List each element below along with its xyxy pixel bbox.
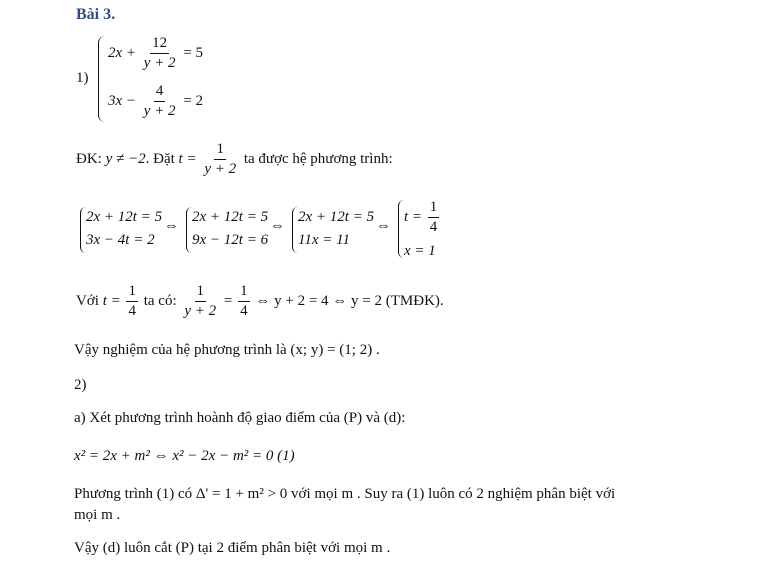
equiv-symbol: ⇔ xyxy=(164,218,179,234)
fraction: $\frac{12}{y + 2}$ xyxy=(143,35,176,71)
fraction: $\frac{1}{y + 2}$ xyxy=(184,283,217,319)
system1-row2: 3x − $\frac{4}{y + 2}$ = 2 xyxy=(108,83,204,119)
fraction: $\frac{1}{4}$ xyxy=(240,283,248,319)
system-a: 2x + 12t = 5 3x − 4t = 2 xyxy=(86,209,163,248)
section-title: Bài 3. xyxy=(76,6,116,23)
system-d-t: t = $\frac{1}{4}$ xyxy=(404,199,438,235)
part1-label: 1) xyxy=(76,70,89,86)
system1-row1: 2x + $\frac{12}{y + 2}$ = 5 xyxy=(108,35,204,71)
equiv-symbol: ⇔ xyxy=(270,218,285,234)
part2-label: 2) xyxy=(74,377,87,393)
equiv-symbol: ⇔ xyxy=(376,218,391,234)
discriminant-text-line1: Phương trình (1) có Δ' = 1 + m² > 0 với mọi m . Suy ra (1) luôn có 2 nghiệm phân biệt với xyxy=(74,486,616,502)
condition-line: ĐK: y ≠ −2. Đặt t = $\frac{1}{y + 2}$ ta được hệ phương trình: xyxy=(76,141,393,177)
discriminant-text-line2: mọi m . xyxy=(74,507,121,523)
system-c: 2x + 12t = 5 11x = 11 xyxy=(298,209,375,248)
fraction: $\frac{4}{y + 2}$ xyxy=(143,83,176,119)
fraction: $\frac{1}{y + 2}$ xyxy=(204,141,237,177)
with-t-line: Với t = $\frac{1}{4}$ ta có: $\frac{1}{y + 2}$ = $\frac{1}{4}$ ⇔ y + 2 = 4 ⇔ y = 2 (TMĐK). xyxy=(76,283,444,319)
conclusion-2: Vậy (d) luôn cắt (P) tại 2 điểm phân biệt với mọi m . xyxy=(74,540,391,556)
system1-brace xyxy=(98,36,105,122)
fraction: $\frac{1}{4}$ xyxy=(429,199,438,235)
equation-1: x² = 2x + m² ⇔ x² − 2x − m² = 0 (1) xyxy=(74,448,295,464)
system-d-x: x = 1 xyxy=(404,243,436,259)
conclusion-1: Vậy nghiệm của hệ phương trình là (x; y) = (1; 2) . xyxy=(74,342,380,358)
part2a-text: a) Xét phương trình hoành độ giao điểm của (P) và (d): xyxy=(74,410,406,426)
system-b: 2x + 12t = 5 9x − 12t = 6 xyxy=(192,209,269,248)
fraction: $\frac{1}{4}$ xyxy=(128,283,136,319)
